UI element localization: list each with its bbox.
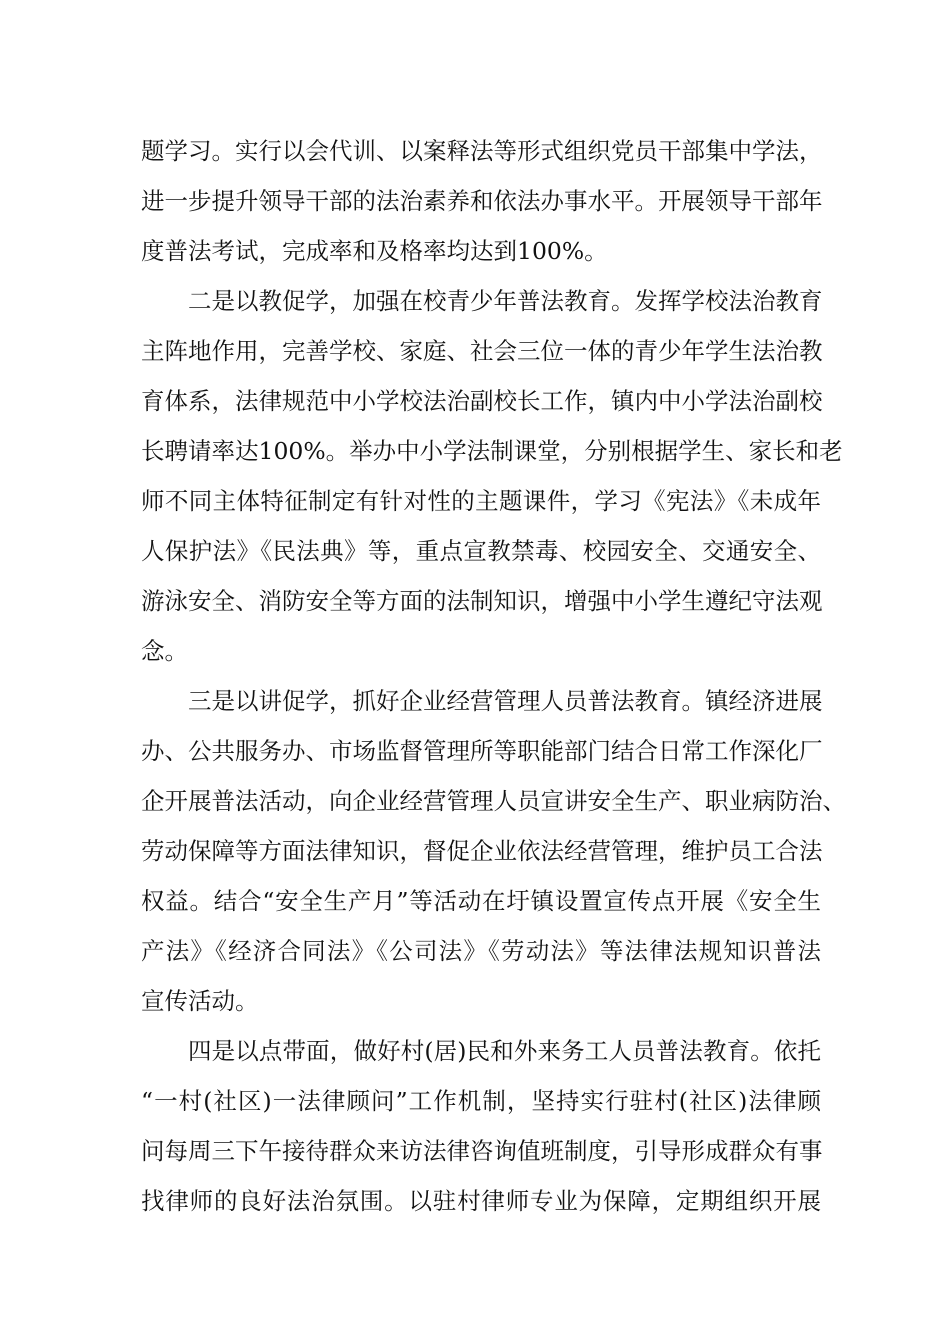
text-line: “一村(社区)一法律顾问”工作机制，坚持实行驻村(社区)法律顾: [141, 1087, 821, 1115]
text-line: 度普法考试，完成率和及格率均达到100%。: [141, 237, 608, 265]
text-line: 念。: [141, 637, 188, 665]
text-line: 劳动保障等方面法律知识，督促企业依法经营管理，维护员工合法: [141, 837, 823, 865]
text-line: 长聘请率达100%。举办中小学法制课堂，分别根据学生、家长和老: [141, 437, 843, 465]
text-line: 问每周三下午接待群众来访法律咨询值班制度，引导形成群众有事: [141, 1137, 823, 1165]
text-line: 题学习。实行以会代训、以案释法等形式组织党员干部集中学法，: [141, 137, 823, 165]
text-line: 人保护法》《民法典》等，重点宣教禁毒、校园安全、交通安全、: [141, 537, 821, 565]
text-line: 宣传活动。: [141, 987, 259, 1015]
text-line: 产法》《经济合同法》《公司法》《劳动法》等法律法规知识普法: [141, 937, 821, 965]
text-line: 二是以教促学，加强在校青少年普法教育。发挥学校法治教育: [188, 287, 823, 315]
text-line: 三是以讲促学，抓好企业经营管理人员普法教育。镇经济进展: [188, 687, 823, 715]
text-line: 企开展普法活动，向企业经营管理人员宣讲安全生产、职业病防治、: [141, 787, 846, 815]
text-line: 办、公共服务办、市场监督管理所等职能部门结合日常工作深化厂: [141, 737, 823, 765]
text-line: 游泳安全、消防安全等方面的法制知识，增强中小学生遵纪守法观: [141, 587, 823, 615]
text-line: 权益。结合“安全生产月”等活动在圩镇设置宣传点开展《安全生: [141, 887, 821, 915]
text-line: 主阵地作用，完善学校、家庭、社会三位一体的青少年学生法治教: [141, 337, 823, 365]
text-line: 四是以点带面，做好村(居)民和外来务工人员普法教育。依托: [188, 1037, 821, 1065]
text-line: 进一步提升领导干部的法治素养和依法办事水平。开展领导干部年: [141, 187, 823, 215]
body-text: [141, 126, 846, 1226]
text-line: 师不同主体特征制定有针对性的主题课件，学习《宪法》《未成年: [141, 487, 821, 515]
text-line: 育体系，法律规范中小学校法治副校长工作，镇内中小学法治副校: [141, 387, 823, 415]
text-line: 找律师的良好法治氛围。以驻村律师专业为保障，定期组织开展: [141, 1187, 821, 1215]
